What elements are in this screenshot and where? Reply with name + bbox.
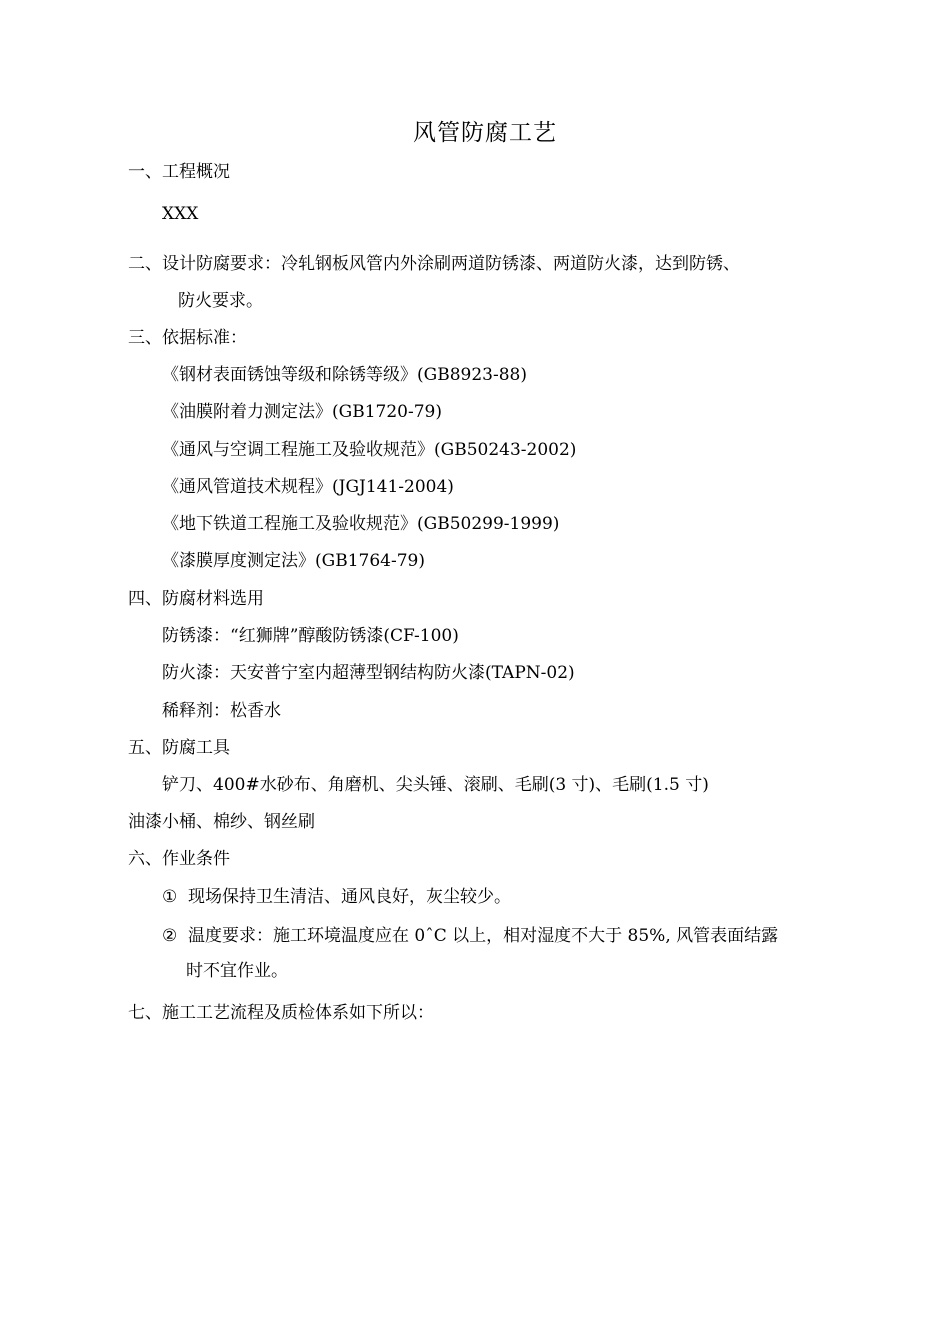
standard-item: 《漆膜厚度测定法》(GB1764-79) bbox=[162, 551, 425, 571]
tools-line-1: 铲刀、400#水砂布、角磨机、尖头锤、滚刷、毛刷(3 寸)、毛刷(1.5 寸) bbox=[162, 775, 709, 795]
list-marker: ② bbox=[162, 926, 178, 946]
material-item: 防火漆：天安普宁室内超薄型钢结构防火漆(TAPN-02) bbox=[162, 663, 575, 683]
section-5-heading: 五、防腐工具 bbox=[128, 738, 230, 758]
tools-line-2: 油漆小桶、棉纱、钢丝刷 bbox=[128, 812, 315, 832]
list-marker: ① bbox=[162, 887, 178, 907]
condition-text: 现场保持卫生清洁、通风良好，灰尘较少。 bbox=[188, 887, 511, 907]
standard-item: 《通风与空调工程施工及验收规范》(GB50243-2002) bbox=[162, 440, 577, 460]
section-1-heading: 一、工程概况 bbox=[128, 162, 230, 182]
section-6-heading: 六、作业条件 bbox=[128, 849, 230, 869]
condition-text: 温度要求：施工环境温度应在 0ˆC 以上，相对湿度不大于 85%, 风管表面结露 bbox=[188, 926, 779, 946]
condition-item-2 bbox=[162, 924, 778, 948]
section-7-heading: 七、施工工艺流程及质检体系如下所以： bbox=[128, 1003, 434, 1023]
standard-item: 《钢材表面锈蚀等级和除锈等级》(GB8923-88) bbox=[162, 365, 527, 385]
condition-item-1 bbox=[162, 885, 511, 909]
standard-item: 《通风管道技术规程》(JGJ141-2004) bbox=[162, 477, 454, 497]
material-item: 防锈漆：“红狮牌”醇酸防锈漆(CF-100) bbox=[162, 626, 459, 646]
standard-item: 《地下铁道工程施工及验收规范》(GB50299-1999) bbox=[162, 514, 560, 534]
section-2-line-1: 二、设计防腐要求：冷轧钢板风管内外涂刷两道防锈漆、两道防火漆，达到防锈、 bbox=[128, 254, 740, 274]
material-item: 稀释剂：松香水 bbox=[162, 701, 281, 721]
standard-item: 《油膜附着力测定法》(GB1720-79) bbox=[162, 402, 442, 422]
section-2-line-2: 防火要求。 bbox=[178, 291, 263, 311]
section-4-heading: 四、防腐材料选用 bbox=[128, 589, 264, 609]
section-3-heading: 三、依据标准： bbox=[128, 328, 247, 348]
section-1-body: XXX bbox=[162, 204, 199, 224]
condition-item-2-continuation: 时不宜作业。 bbox=[186, 961, 288, 981]
document-title: 风管防腐工艺 bbox=[413, 120, 557, 146]
